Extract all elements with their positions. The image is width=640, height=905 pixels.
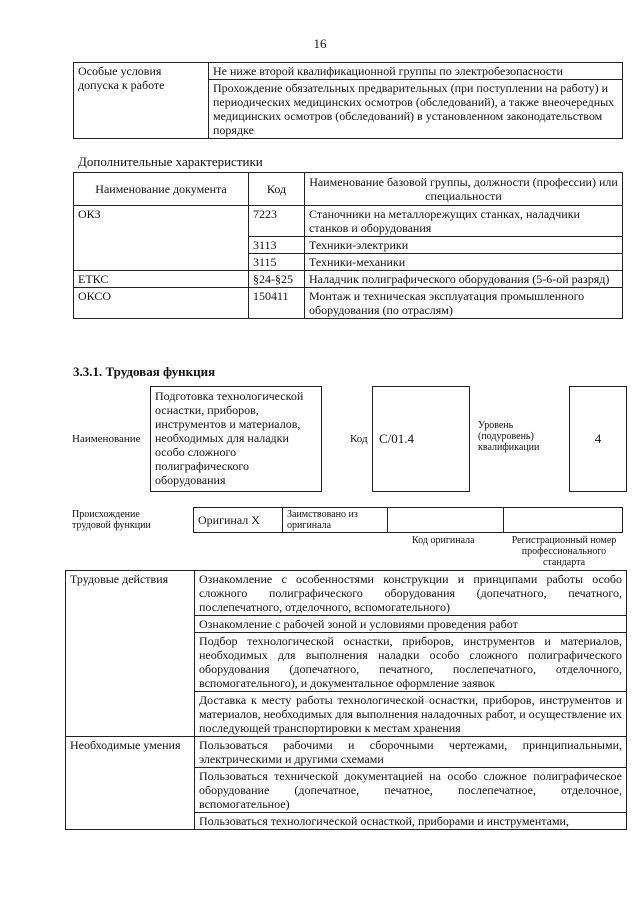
skill-row: Пользоваться технологической оснасткой, приборами и инструментами, <box>195 813 627 830</box>
page-number: 16 <box>313 36 327 51</box>
additional-title: Дополнительные характеристики <box>78 154 263 169</box>
function-name: Подготовка технологической оснастки, приборов, инструментов и материалов, необходимых для наладки особо сложного полиграфического оборудования <box>155 389 304 487</box>
code-cell: 7223 <box>249 206 305 237</box>
code-original-cell <box>388 508 504 533</box>
name-label: Наименование <box>72 433 141 445</box>
skill-row: Пользоваться рабочими и сборочными чертежами, принципиальными, электрическими и другими схемами <box>195 737 627 768</box>
actions-skills-table <box>65 570 627 830</box>
code-cell: 3113 <box>249 237 305 254</box>
function-code-box <box>372 386 470 492</box>
name-cell: Техники-электрики <box>305 237 623 254</box>
access-conditions-table <box>73 62 623 139</box>
header-code: Код <box>249 173 305 206</box>
function-name-box <box>150 386 322 492</box>
additional-table <box>73 172 623 319</box>
code-cell: §24-§25 <box>249 271 305 288</box>
doc-cell: ОКСО <box>74 288 249 319</box>
doc-cell: ЕТКС <box>74 271 249 288</box>
original-cell <box>194 508 283 533</box>
code-cell: 150411 <box>249 288 305 319</box>
name-cell: Наладчик полиграфического оборудования (5-6-ой разряд) <box>305 271 623 288</box>
skill-row: Пользоваться технической документацией на особо сложное полиграфическое оборудование (допечатное, печатное, послепечатное, отделочное, вспомогательное) <box>195 768 627 813</box>
name-cell: Монтаж и техническая эксплуатация промышленного оборудования (по отраслям) <box>305 288 623 319</box>
skills-label: Необходимые умения <box>66 737 195 830</box>
action-row: Подбор технологической оснастки, приборов, инструментов и материалов, необходимых для выполнения наладки особо сложного полиграфического оборудования (допечатного, печатного, послепечатного, отделочного, вспомогательного), и документальное оформление заявок <box>195 633 627 692</box>
header-name: Наименование базовой группы, должности (профессии) или специальности <box>305 173 623 206</box>
action-row: Доставка к месту работы технологической оснастки, приборов, инструментов и материалов, необходимых для выполнения наладочных работ, и осуществление их последующей транспортировки к местам хранения <box>195 692 627 737</box>
borrowed-cell: Заимствовано из оригинала <box>283 508 388 533</box>
reg-number-cell <box>504 508 623 533</box>
level-box <box>569 386 627 492</box>
header-doc: Наименование документа <box>74 173 249 206</box>
name-cell: Техники-механики <box>305 254 623 271</box>
code-label: Код <box>350 433 368 445</box>
reg-number-label: Регистрационный номер профессионального стандарта <box>511 535 617 568</box>
level-value: 4 <box>594 431 602 446</box>
action-row: Ознакомление с рабочей зоной и условиями проведения работ <box>195 616 627 633</box>
action-row: Ознакомление с особенностями конструкции и принципами работы особо сложного полиграфического оборудования (допечатного, печатного, послепечатного, отделочного, вспомогательного) <box>195 571 627 616</box>
actions-label: Трудовые действия <box>66 571 195 737</box>
level-label: Уровень (подуровень) квалификации <box>478 420 540 453</box>
code-original-label: Код оригинала <box>412 535 475 546</box>
origin-table <box>193 507 623 533</box>
section-title: 3.3.1. Трудовая функция <box>73 364 216 379</box>
access-row: Прохождение обязательных предварительных (при поступлении на работу) и периодических медицинских осмотров (обследований), а также внеочередных медицинских осмотров (обследований) в установленном законодательством порядке <box>209 80 623 139</box>
doc-cell: ОКЗ <box>74 206 249 271</box>
origin-label: Происхождение трудовой функции <box>72 509 151 531</box>
original-mark: X <box>251 513 260 527</box>
access-row: Не ниже второй квалификационной группы по электробезопасности <box>209 63 623 80</box>
access-label: Особые условия допуска к работе <box>74 63 209 139</box>
name-cell: Станочники на металлорежущих станках, наладчики станков и оборудования <box>305 206 623 237</box>
code-cell: 3115 <box>249 254 305 271</box>
function-code: С/01.4 <box>379 431 415 446</box>
original-label: Оригинал <box>198 513 249 527</box>
